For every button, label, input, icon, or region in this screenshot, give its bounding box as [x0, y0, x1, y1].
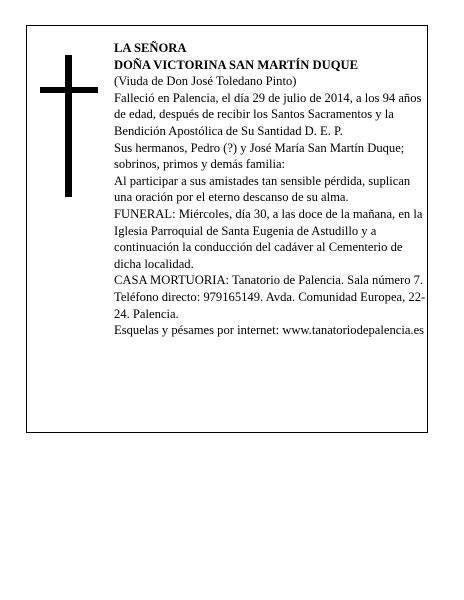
obituary-text: [114, 40, 426, 339]
heading-title: LA SEÑORA: [114, 41, 187, 55]
death-notice-paragraph: Falleció en Palencia, el día 29 de julio de 2014, a los 94 años de edad, después de recibir los Santos Sacramentos y la Bendición Apostólica de Su Santidad D. E. P.: [114, 90, 422, 138]
widow-note: (Viuda de Don José Toledano Pinto): [114, 74, 297, 89]
cross-vertical-bar: [65, 55, 72, 197]
deceased-name: DOÑA VICTORINA SAN MARTÍN DUQUE: [114, 57, 359, 72]
prayer-request-paragraph: Al participar a sus amistades tan sensible pérdida, suplican una oración por el eterno descanso de su alma.: [114, 173, 411, 205]
funeral-paragraph: FUNERAL: Miércoles, día 30, a las doce de la mañana, en la Iglesia Parroquial de Santa Eugenia de Astudillo y a continuación la conducción del cadáver al Cementerio de dicha localidad.: [114, 206, 423, 271]
family-paragraph: Sus hermanos, Pedro (?) y José María San Martín Duque; sobrinos, primos y demás familia:: [114, 140, 405, 172]
latin-cross-icon: [40, 55, 98, 197]
internet-condolences-paragraph: Esquelas y pésames por internet: www.tanatoriodepalencia.es: [114, 323, 425, 338]
cross-horizontal-bar: [40, 87, 98, 93]
funeral-home-paragraph: CASA MORTUORIA: Tanatorio de Palencia. Sala número 7. Teléfono directo: 979165149. Avda. Comunidad Europea, 22-24. Palencia.: [114, 273, 426, 321]
